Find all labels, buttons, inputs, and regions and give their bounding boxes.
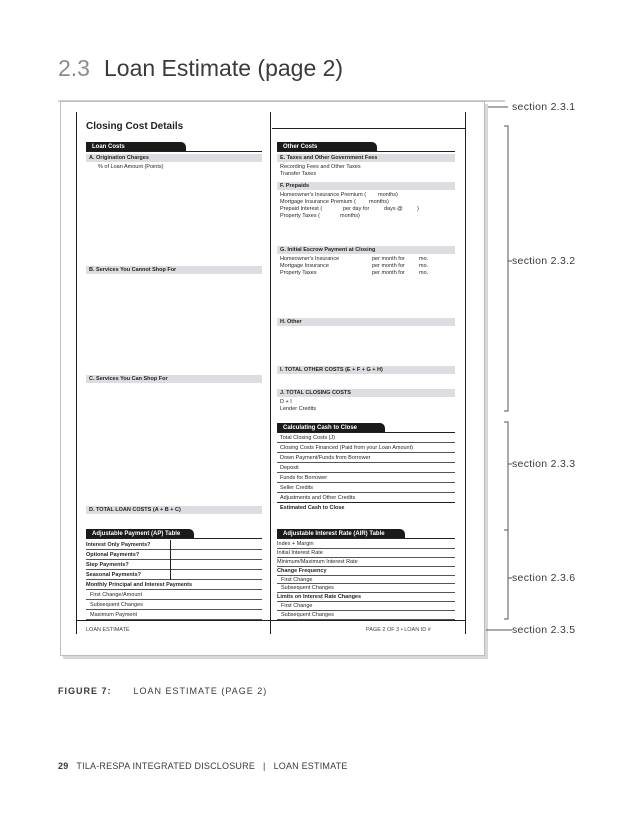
other-costs-tab: Other Costs xyxy=(277,142,377,152)
form-footer-left: LOAN ESTIMATE xyxy=(86,627,130,633)
page-number: 29 xyxy=(58,761,69,771)
section-label-2-3-5: section 2.3.5 xyxy=(512,624,576,636)
escrow-unit: mo. xyxy=(419,270,429,276)
footer-section: LOAN ESTIMATE xyxy=(273,761,348,771)
form-left-border xyxy=(76,112,77,634)
escrow-per: per month for xyxy=(372,256,405,262)
ap-row: First Change/Amount xyxy=(86,590,262,600)
ap-row: Maximum Payment xyxy=(86,610,262,620)
footer-doc-title: TILA-RESPA INTEGRATED DISCLOSURE xyxy=(76,761,256,771)
escrow-per: per month for xyxy=(372,270,405,276)
air-row: Limits on Interest Rate Changes xyxy=(277,593,455,602)
escrow-label: Property Taxes xyxy=(280,270,317,276)
form-center-divider xyxy=(270,112,271,634)
escrow-unit: mo. xyxy=(419,263,429,269)
section-j-item: D + I xyxy=(280,399,292,405)
ap-table-column-divider xyxy=(170,540,171,580)
air-table xyxy=(277,540,455,620)
section-c-header: C. Services You Can Shop For xyxy=(86,375,262,383)
escrow-label: Homeowner's Insurance xyxy=(280,256,340,262)
air-table-rule xyxy=(277,538,455,539)
ap-row: Step Payments? xyxy=(86,560,262,570)
air-table-tab: Adjustable Interest Rate (AIR) Table xyxy=(277,529,405,539)
section-j-header: J. TOTAL CLOSING COSTS xyxy=(277,389,455,397)
cash-row: Down Payment/Funds from Borrower xyxy=(277,453,455,463)
escrow-per: per month for xyxy=(372,263,405,269)
air-row: Subsequent Changes xyxy=(277,611,455,620)
heading-title: Loan Estimate (page 2) xyxy=(103,55,344,81)
cash-row: Adjustments and Other Credits xyxy=(277,493,455,503)
escrow-row xyxy=(280,256,450,263)
section-label-2-3-6: section 2.3.6 xyxy=(512,572,576,584)
prepaid-label: Prepaid Interest ( xyxy=(280,206,323,212)
air-row: Minimum/Maximum Interest Rate xyxy=(277,558,455,567)
cash-to-close-tab: Calculating Cash to Close xyxy=(277,423,385,433)
prepaid-row xyxy=(280,213,360,220)
section-g-header: G. Initial Escrow Payment at Closing xyxy=(277,246,455,254)
air-row: Subsequent Changes xyxy=(277,584,455,593)
prepaid-row xyxy=(280,206,440,213)
ap-row: Interest Only Payments? xyxy=(86,540,262,550)
bracket-2-3-6 xyxy=(504,530,508,619)
cash-row: Seller Credits xyxy=(277,483,455,493)
ap-table-rule xyxy=(86,538,262,539)
bracket-2-3-3 xyxy=(504,422,508,619)
ap-table xyxy=(86,540,262,620)
page-footer xyxy=(58,761,348,771)
prepaid-suffix: months) xyxy=(378,192,398,198)
escrow-row xyxy=(280,263,450,270)
other-costs-rule xyxy=(277,151,455,152)
section-e-item: Transfer Taxes xyxy=(280,171,317,177)
section-a-header: A. Origination Charges xyxy=(86,154,262,162)
closing-cost-details-title: Closing Cost Details xyxy=(86,121,184,132)
air-row: Change Frequency xyxy=(277,567,455,576)
section-i-header: I. TOTAL OTHER COSTS (E + F + G + H) xyxy=(277,366,455,374)
prepaid-label: Mortgage Insurance Premium ( xyxy=(280,199,356,205)
figure-label: FIGURE 7: xyxy=(58,686,112,696)
escrow-unit: mo. xyxy=(419,256,429,262)
section-e-header: E. Taxes and Other Government Fees xyxy=(277,154,455,162)
cash-row: Total Closing Costs (J) xyxy=(277,433,455,443)
bracket-2-3-2 xyxy=(504,126,508,411)
air-row: Initial Interest Rate xyxy=(277,549,455,558)
air-row: First Change xyxy=(277,576,455,585)
prepaid-label: Property Taxes ( xyxy=(280,213,320,219)
form-top-rule xyxy=(272,128,465,129)
footer-separator: | xyxy=(263,761,266,771)
prepaid-row xyxy=(280,199,389,206)
cash-to-close-table xyxy=(277,433,455,513)
ap-row: Optional Payments? xyxy=(86,550,262,560)
air-row: First Change xyxy=(277,602,455,611)
form-footer-right: PAGE 2 OF 3 • LOAN ID # xyxy=(366,627,431,633)
ap-row: Monthly Principal and Interest Payments xyxy=(86,580,262,590)
loan-costs-rule xyxy=(86,151,262,152)
cash-total-row: Estimated Cash to Close xyxy=(280,505,345,511)
section-j-item: Lender Credits xyxy=(280,406,317,412)
page-heading xyxy=(58,55,343,82)
section-a-item: % of Loan Amount (Points) xyxy=(98,164,164,170)
figure-caption xyxy=(58,686,267,696)
cash-row: Closing Costs Financed (Paid from your Loan Amount) xyxy=(277,443,455,453)
section-label-2-3-2: section 2.3.2 xyxy=(512,255,576,267)
section-label-2-3-3: section 2.3.3 xyxy=(512,458,576,470)
prepaid-suffix: months) xyxy=(369,199,389,205)
section-b-header: B. Services You Cannot Shop For xyxy=(86,266,262,274)
figure-text: LOAN ESTIMATE (PAGE 2) xyxy=(133,686,268,696)
section-e-item: Recording Fees and Other Taxes xyxy=(280,164,361,170)
form-bottom-rule xyxy=(76,620,465,621)
escrow-label: Mortgage Insurance xyxy=(280,263,329,269)
air-row: Index + Margin xyxy=(277,540,455,549)
section-h-header: H. Other xyxy=(277,318,455,326)
section-d-header: D. TOTAL LOAN COSTS (A + B + C) xyxy=(86,506,262,514)
prepaid-row xyxy=(280,192,398,199)
ap-table-tab: Adjustable Payment (AP) Table xyxy=(86,529,194,539)
cash-row: Deposit xyxy=(277,463,455,473)
form-right-border xyxy=(465,112,466,634)
escrow-row xyxy=(280,270,450,277)
loan-costs-tab: Loan Costs xyxy=(86,142,186,152)
prepaid-mid: per day for xyxy=(343,206,370,212)
ap-row: Subsequent Changes xyxy=(86,600,262,610)
section-label-2-3-1: section 2.3.1 xyxy=(512,101,576,113)
prepaid-end: ) xyxy=(417,206,419,212)
prepaid-suffix: months) xyxy=(340,213,360,219)
heading-number: 2.3 xyxy=(58,55,90,81)
section-brackets xyxy=(486,95,516,645)
cash-row: Funds for Borrower xyxy=(277,473,455,483)
section-f-header: F. Prepaids xyxy=(277,182,455,190)
prepaid-label: Homeowner's Insurance Premium ( xyxy=(280,192,367,198)
prepaid-suffix: days @ xyxy=(384,206,403,212)
ap-row: Seasonal Payments? xyxy=(86,570,262,580)
